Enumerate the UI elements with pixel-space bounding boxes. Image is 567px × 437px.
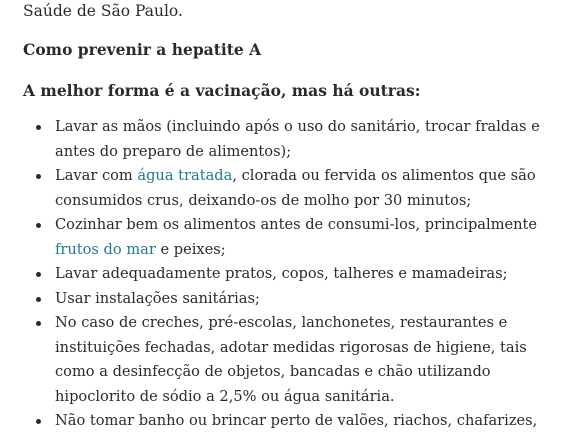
list-item bbox=[23, 213, 553, 262]
list-item-text: Cozinhar bem os alimentos antes de consumi-los, principalmente bbox=[55, 216, 538, 233]
list-item bbox=[23, 115, 553, 164]
list-item-text: No caso de creches, pré-escolas, lanchonetes, restaurantes e instituições fechadas, adotar medidas rigorosas de higiene, tais como a desinfecção de objetos, bancadas e chão utilizando hipoclorito de sódio a 2,5% ou água sanitária. bbox=[55, 314, 527, 405]
bullet-icon bbox=[36, 125, 41, 130]
bullet-icon bbox=[36, 174, 41, 179]
bullet-icon bbox=[36, 321, 41, 326]
list-item bbox=[23, 262, 553, 287]
section-heading-prevent: Como prevenir a hepatite A bbox=[23, 40, 262, 59]
list-item-text: Não tomar banho ou brincar perto de valões, riachos, chafarizes, bbox=[55, 412, 538, 429]
list-item-text: Lavar adequadamente pratos, copos, talheres e mamadeiras; bbox=[55, 265, 508, 282]
prevention-list bbox=[23, 115, 553, 434]
bullet-icon bbox=[36, 272, 41, 277]
list-item bbox=[23, 311, 553, 409]
list-item-text: Lavar as mãos (incluindo após o uso do sanitário, trocar fraldas e antes do preparo de alimentos); bbox=[55, 118, 540, 160]
bullet-icon bbox=[36, 419, 41, 424]
bullet-icon bbox=[36, 297, 41, 302]
bullet-icon bbox=[36, 223, 41, 228]
list-item bbox=[23, 287, 553, 312]
list-item-text: Usar instalações sanitárias; bbox=[55, 289, 260, 307]
link-agua-tratada[interactable]: água tratada bbox=[137, 167, 233, 184]
list-item-text: Lavar com bbox=[55, 167, 138, 184]
list-item-text: , clorada ou fervida os alimentos que são consumidos crus, deixando-os de molho por 30 minutos; bbox=[55, 167, 536, 209]
section-heading-vaccine: A melhor forma é a vacinação, mas há outras: bbox=[23, 81, 421, 100]
list-item bbox=[23, 164, 553, 213]
list-item bbox=[23, 409, 553, 434]
intro-text: Saúde de São Paulo. bbox=[23, 2, 183, 20]
link-frutos-do-mar[interactable]: frutos do mar bbox=[55, 240, 156, 258]
list-item-text: e peixes; bbox=[155, 240, 226, 258]
